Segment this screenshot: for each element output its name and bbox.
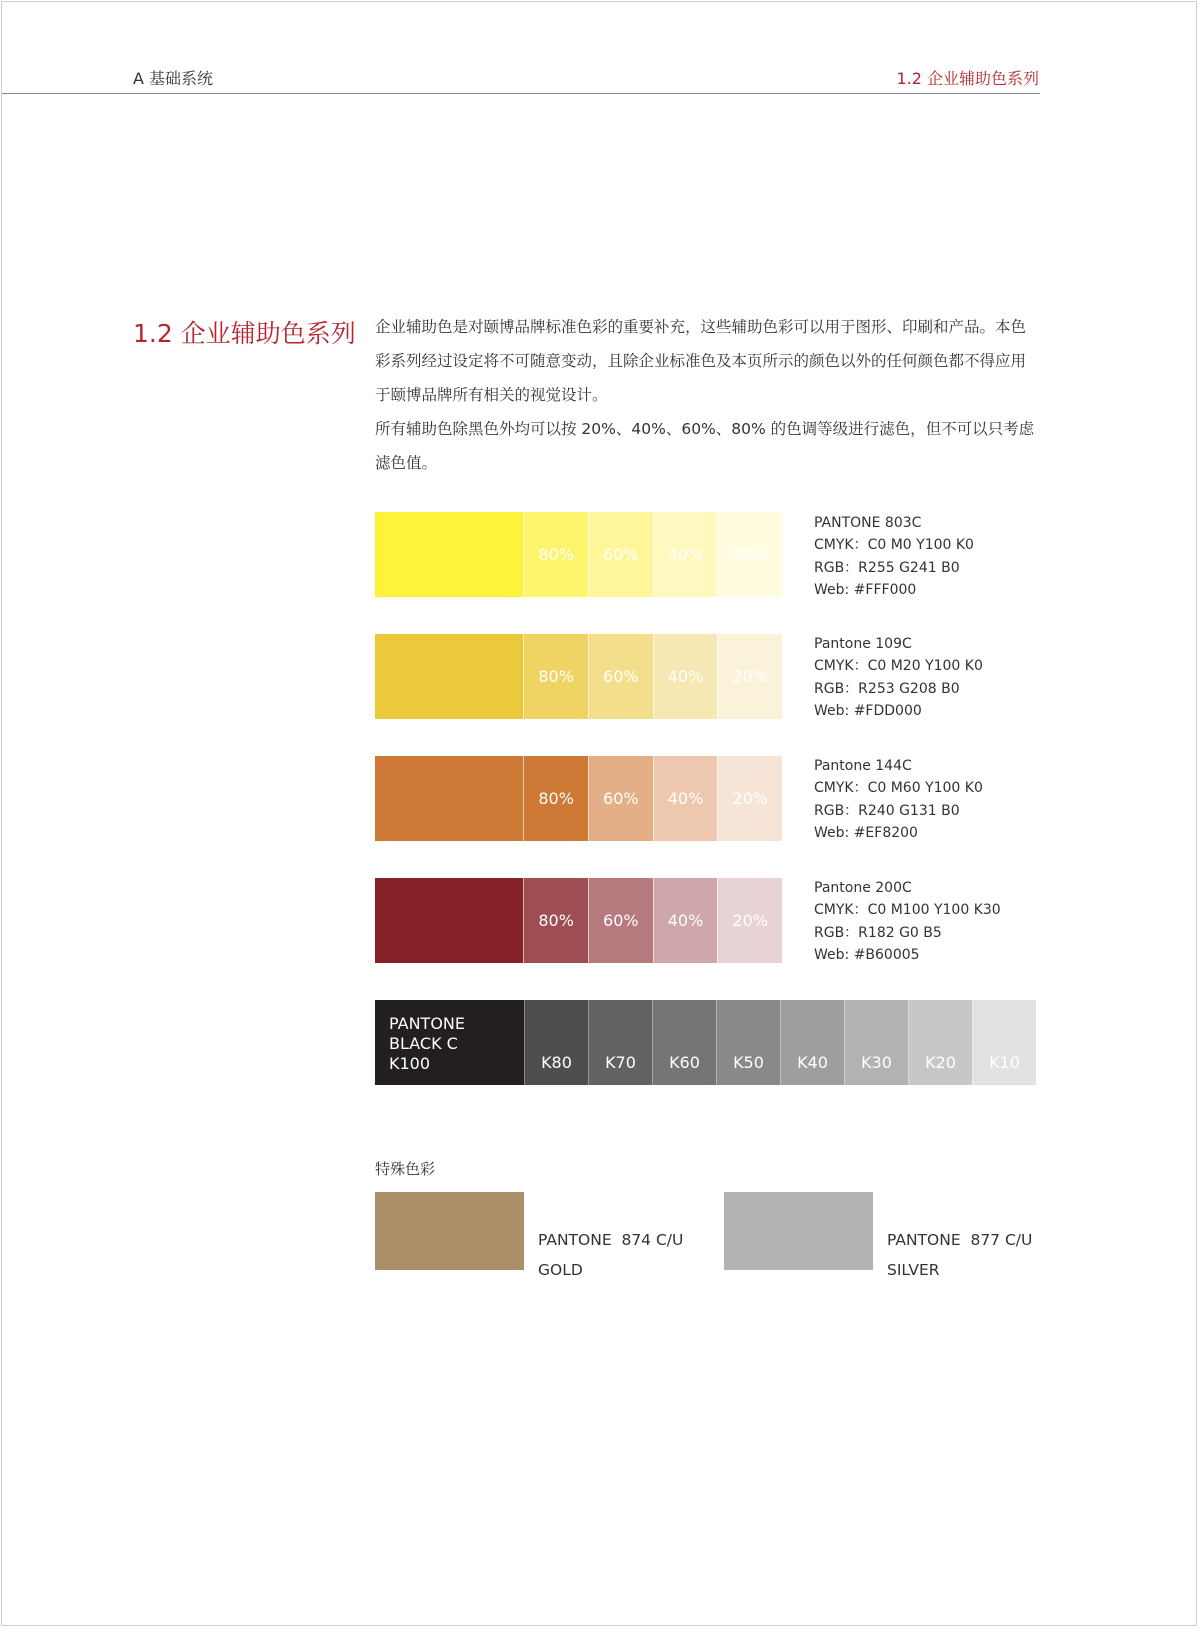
web-value: Web: #FDD000: [814, 702, 922, 719]
color-tint-20: 20%: [717, 634, 782, 719]
web-value: Web: #B60005: [814, 946, 920, 963]
silver-label: PANTONE 877 C/U SILVER: [887, 1231, 1033, 1279]
rgb-value: RGB：R253 G208 B0: [814, 680, 960, 697]
color-row-gold-yellow: [375, 634, 782, 719]
black-step-k10: K10: [972, 1000, 1036, 1085]
black-step-k80: K80: [524, 1000, 588, 1085]
header-divider: [2, 93, 1040, 94]
intro-paragraph: 所有辅助色除黑色外均可以按 20%、40%、60%、80% 的色调等级进行滤色，但不可以只考虑滤色值。: [375, 420, 1035, 472]
color-tint-60: 60%: [588, 634, 653, 719]
color-tint-40: 40%: [653, 756, 718, 841]
color-info-gold-yellow: [814, 633, 983, 722]
color-info-red: [814, 877, 1001, 966]
gold-swatch: [375, 1192, 524, 1270]
cmyk-value: CMYK：C0 M20 Y100 K0: [814, 658, 983, 675]
cmyk-value: CMYK：C0 M0 Y100 K0: [814, 537, 974, 554]
color-row-red: [375, 878, 782, 963]
cmyk-value: CMYK：C0 M100 Y100 K30: [814, 902, 1001, 919]
black-step-k30: K30: [844, 1000, 908, 1085]
rgb-value: RGB：R240 G131 B0: [814, 802, 960, 819]
intro-paragraph: 企业辅助色是对颐博品牌标准色彩的重要补充，这些辅助色彩可以用于图形、印刷和产品。本色彩系列经过设定将不可随意变动，且除企业标准色及本页所示的颜色以外的任何颜色都不得应用于颐博品牌所有相关的视觉设计。: [375, 318, 1027, 404]
special-colors-title: 特殊色彩: [375, 1160, 436, 1178]
color-swatch-base: [375, 756, 523, 841]
black-tint-row: [375, 1000, 1040, 1085]
intro-text: [375, 310, 1040, 480]
cmyk-value: CMYK：C0 M60 Y100 K0: [814, 780, 983, 797]
black-step-k70: K70: [588, 1000, 652, 1085]
color-row-yellow: [375, 512, 782, 597]
black-step-k50: K50: [716, 1000, 780, 1085]
color-tint-40: 40%: [653, 634, 718, 719]
color-swatch-base: [375, 878, 523, 963]
color-tint-40: 40%: [653, 512, 718, 597]
black-step-k60: K60: [652, 1000, 716, 1085]
header-section-label: A 基础系统: [133, 69, 214, 88]
black-swatch-base: PANTONE BLACK C K100: [375, 1000, 524, 1085]
pantone-code: PANTONE 803C: [814, 515, 922, 531]
web-value: Web: #FFF000: [814, 581, 917, 598]
pantone-code: Pantone 144C: [814, 758, 912, 774]
color-tint-80: 80%: [523, 878, 588, 963]
color-tint-60: 60%: [588, 756, 653, 841]
gold-label: PANTONE 874 C/U GOLD: [538, 1231, 684, 1279]
header-chapter-label: 1.2 企业辅助色系列: [896, 69, 1039, 88]
color-tint-80: 80%: [523, 756, 588, 841]
color-info-yellow: [814, 512, 974, 601]
color-tint-20: 20%: [717, 756, 782, 841]
color-tint-20: 20%: [717, 512, 782, 597]
black-step-k40: K40: [780, 1000, 844, 1085]
color-tint-60: 60%: [588, 512, 653, 597]
rgb-value: RGB：R255 G241 B0: [814, 559, 960, 576]
color-swatch-base: [375, 634, 523, 719]
web-value: Web: #EF8200: [814, 824, 918, 841]
black-step-k20: K20: [908, 1000, 972, 1085]
pantone-code: Pantone 109C: [814, 636, 912, 652]
section-title: 1.2 企业辅助色系列: [133, 319, 356, 348]
color-row-orange: [375, 756, 782, 841]
color-swatch-base: [375, 512, 523, 597]
color-tint-20: 20%: [717, 878, 782, 963]
silver-swatch: [724, 1192, 873, 1270]
color-info-orange: [814, 755, 983, 844]
color-tint-40: 40%: [653, 878, 718, 963]
pantone-code: Pantone 200C: [814, 880, 912, 896]
rgb-value: RGB：R182 G0 B5: [814, 924, 942, 941]
color-tint-80: 80%: [523, 634, 588, 719]
color-tint-60: 60%: [588, 878, 653, 963]
color-tint-80: 80%: [523, 512, 588, 597]
